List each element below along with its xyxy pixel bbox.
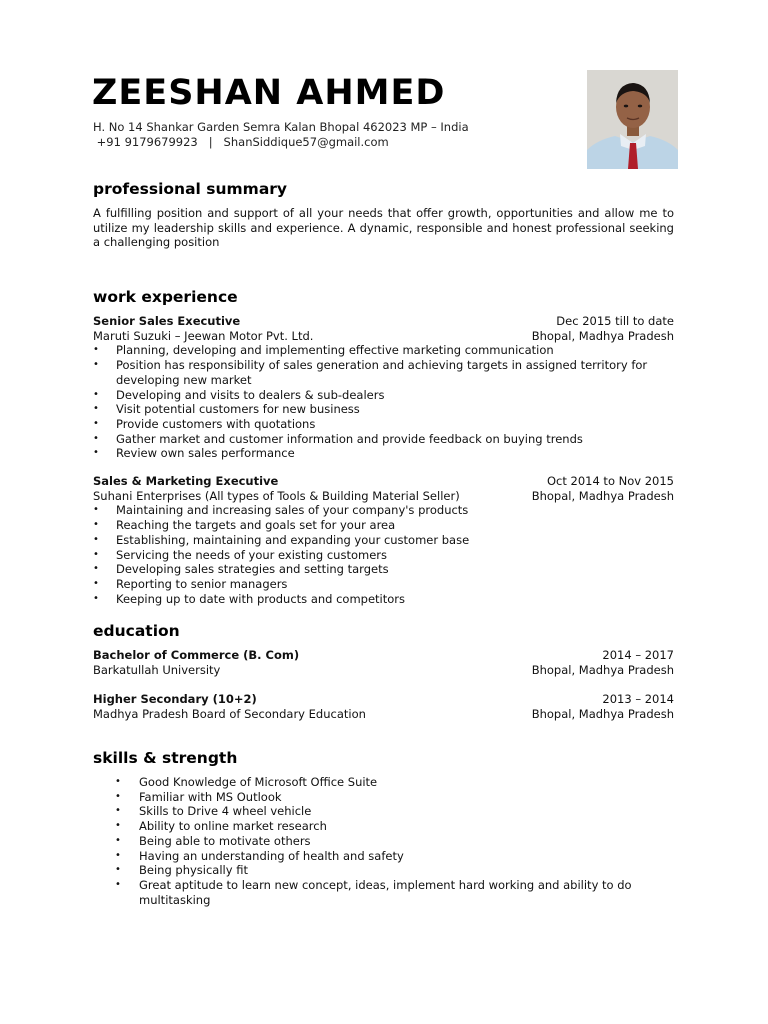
job-duty-item: • Developing sales strategies and setting targets — [93, 562, 674, 577]
job-company: Maruti Suzuki – Jeewan Motor Pvt. Ltd. — [93, 328, 314, 343]
institution-row — [93, 663, 674, 678]
skill-item: • Good Knowledge of Microsoft Office Suite — [93, 775, 674, 790]
job-duty-item: • Maintaining and increasing sales of your company's products — [93, 503, 674, 518]
job-duty-item: • Developing and visits to dealers & sub-dealers — [93, 388, 674, 403]
skills-section — [93, 749, 674, 907]
skill-item: • Great aptitude to learn new concept, ideas, implement hard working and ability to do multitasking — [93, 878, 674, 907]
address: H. No 14 Shankar Garden Semra Kalan Bhopal 462023 MP – India — [93, 120, 469, 134]
job-duty-item: • Keeping up to date with products and competitors — [93, 592, 674, 607]
job-company: Suhani Enterprises (All types of Tools & Building Material Seller) — [93, 488, 460, 503]
candidate-name: ZEESHAN AHMED — [92, 73, 446, 113]
job-duty-item: • Servicing the needs of your existing customers — [93, 548, 674, 563]
skills-heading: skills & strength — [93, 749, 238, 767]
degree-row — [93, 648, 674, 663]
job-duty-item: • Reporting to senior managers — [93, 577, 674, 592]
institution-location: Bhopal, Madhya Pradesh — [531, 662, 674, 677]
profile-photo — [587, 70, 678, 169]
job-duties-list — [93, 503, 674, 606]
skill-item: • Being able to motivate others — [93, 834, 674, 849]
job-dates: Dec 2015 till to date — [556, 314, 674, 328]
institution-name: Madhya Pradesh Board of Secondary Education — [93, 707, 366, 722]
job-duties-list — [93, 343, 674, 461]
phone-email: +91 9179679923 | ShanSiddique57@gmail.com — [93, 135, 389, 149]
skills-list — [93, 775, 674, 907]
education-entry — [93, 648, 674, 677]
education-heading: education — [93, 622, 180, 640]
job-role: Sales & Marketing Executive — [93, 474, 279, 489]
degree-dates: 2014 – 2017 — [602, 648, 674, 662]
job-list — [93, 314, 674, 606]
skill-item: • Being physically fit — [93, 863, 674, 878]
degree-name: Bachelor of Commerce (B. Com) — [93, 648, 300, 662]
experience-section — [93, 288, 674, 619]
summary-text: A fulfilling position and support of all your needs that offer growth, opportunities and allow me to utilize my leadership skills and experience. A dynamic, responsible and honest professional seeking a challenging position — [93, 206, 674, 250]
education-section — [93, 622, 674, 737]
job-duty-item: • Gather market and customer information and provide feedback on buying trends — [93, 432, 674, 447]
job-entry — [93, 314, 674, 461]
job-entry — [93, 474, 674, 606]
degree-row — [93, 692, 674, 707]
job-dates: Oct 2014 to Nov 2015 — [546, 474, 674, 489]
skill-item: • Having an understanding of health and safety — [93, 849, 674, 864]
degree-name: Higher Secondary (10+2) — [93, 692, 257, 707]
job-duty-item: • Review own sales performance — [93, 446, 674, 461]
degree-dates: 2013 – 2014 — [602, 692, 674, 707]
experience-heading: work experience — [93, 288, 238, 306]
job-company-row — [93, 489, 674, 504]
job-title-row — [93, 474, 674, 489]
education-entry — [93, 692, 674, 721]
job-title-row — [93, 314, 674, 329]
institution-row — [93, 707, 674, 722]
job-location: Bhopal, Madhya Pradesh — [531, 488, 674, 503]
summary-heading: professional summary — [93, 180, 288, 198]
job-duty-item: • Reaching the targets and goals set for your area — [93, 518, 674, 533]
job-role: Senior Sales Executive — [93, 314, 241, 328]
education-list — [93, 648, 674, 722]
skill-item: • Skills to Drive 4 wheel vehicle — [93, 804, 674, 819]
institution-name: Barkatullah University — [93, 662, 221, 677]
skill-item: • Familiar with MS Outlook — [93, 790, 674, 805]
skill-item: • Ability to online market research — [93, 819, 674, 834]
job-duty-item: • Visit potential customers for new business — [93, 402, 674, 417]
job-duty-item: • Provide customers with quotations — [93, 417, 674, 432]
institution-location: Bhopal, Madhya Pradesh — [531, 707, 674, 722]
job-company-row — [93, 329, 674, 344]
job-location: Bhopal, Madhya Pradesh — [531, 328, 674, 343]
contact-block — [93, 120, 469, 150]
summary-section — [93, 180, 674, 250]
job-duty-item: • Planning, developing and implementing effective marketing communication — [93, 343, 674, 358]
job-duty-item: • Establishing, maintaining and expanding your customer base — [93, 533, 674, 548]
job-duty-item: • Position has responsibility of sales generation and achieving targets in assigned territory for developing new market — [93, 358, 674, 387]
